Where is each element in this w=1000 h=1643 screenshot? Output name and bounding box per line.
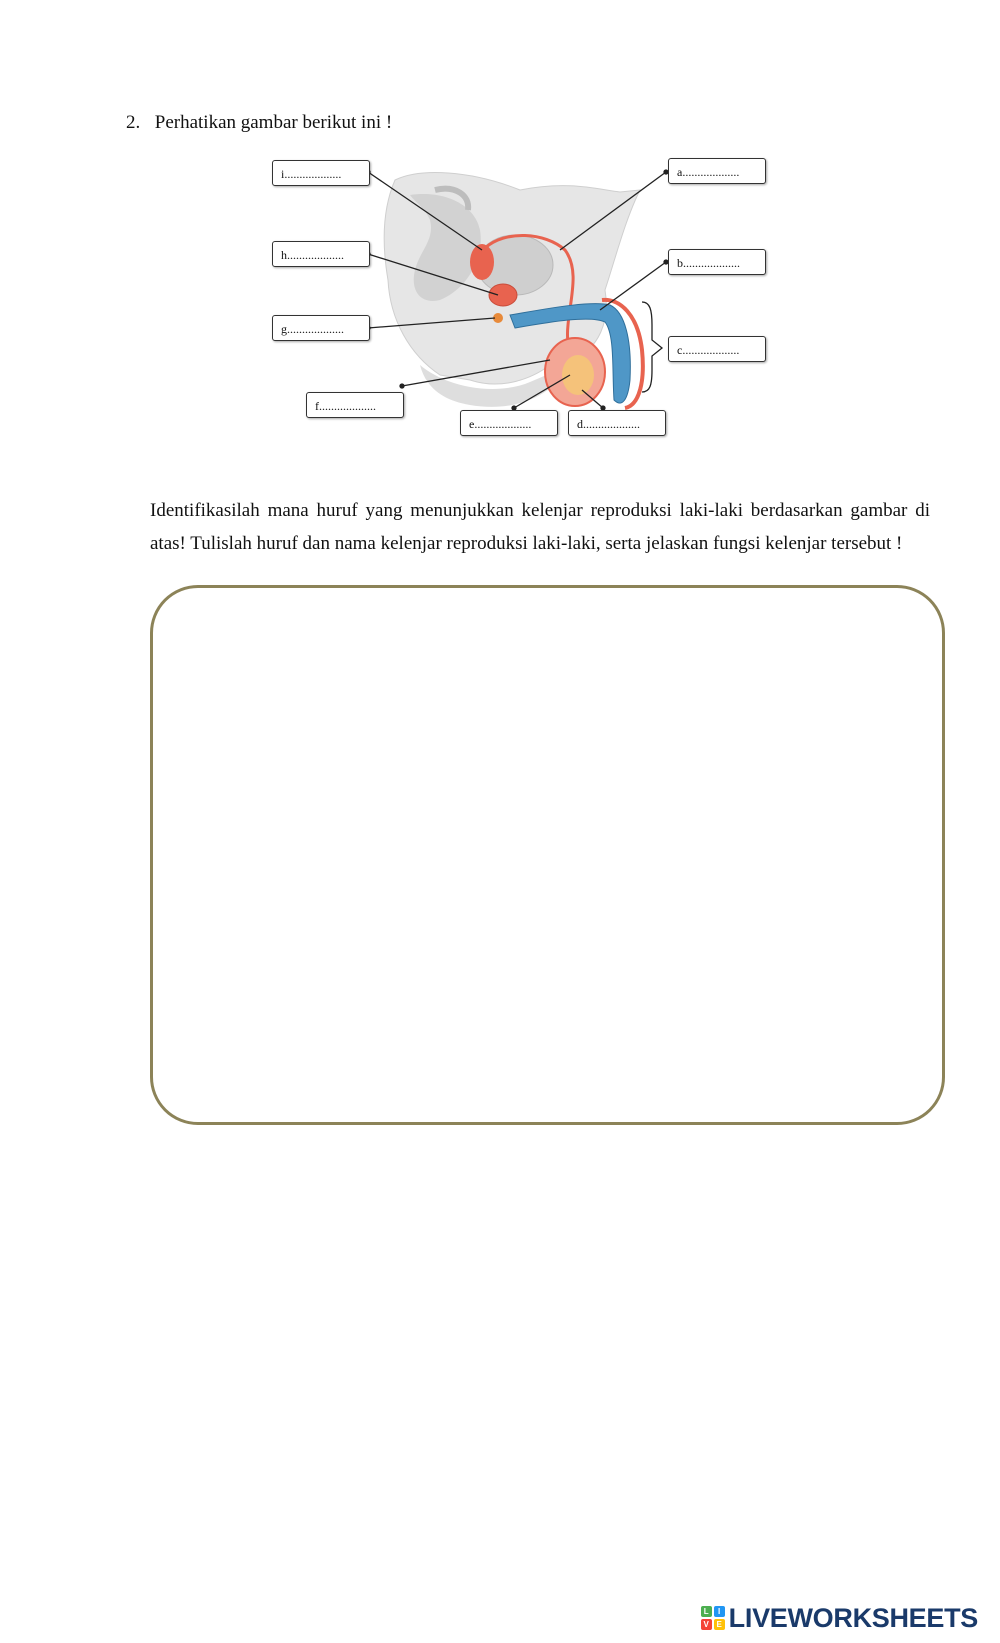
question-text: Perhatikan gambar berikut ini ! <box>154 112 393 133</box>
question-heading <box>126 112 392 134</box>
testis <box>562 355 594 395</box>
instruction-text: Identifikasilah mana huruf yang menunjukkan kelenjar reproduksi laki-laki berdasarkan gambar di atas! Tulislah huruf dan nama kelenjar reproduksi laki-laki, serta jelaskan fungsi kelenjar tersebut ! <box>150 500 930 554</box>
logo-tile-i: I <box>714 1606 725 1617</box>
label-i[interactable]: i................... <box>272 160 370 186</box>
brand-wordmark: LIVEWORKSHEETS <box>728 1602 978 1633</box>
question-number: 2. <box>126 112 141 133</box>
answer-textarea[interactable] <box>150 585 945 1125</box>
label-e[interactable]: e................... <box>460 410 558 436</box>
logo-tile-e: E <box>714 1619 725 1630</box>
logo-tile-v: V <box>701 1619 712 1630</box>
label-a[interactable]: a................... <box>668 158 766 184</box>
brand-logo-icon <box>701 1606 725 1630</box>
label-d[interactable]: d................... <box>568 410 666 436</box>
label-b[interactable]: b................... <box>668 249 766 275</box>
label-f[interactable]: f................... <box>306 392 404 418</box>
liveworksheets-brand <box>701 1601 978 1635</box>
prostate-gland <box>489 284 517 306</box>
label-g[interactable]: g................... <box>272 315 370 341</box>
logo-tile-l: L <box>701 1606 712 1617</box>
reproductive-system-diagram <box>270 150 800 460</box>
label-h[interactable]: h................... <box>272 241 370 267</box>
label-c[interactable]: c................... <box>668 336 766 362</box>
